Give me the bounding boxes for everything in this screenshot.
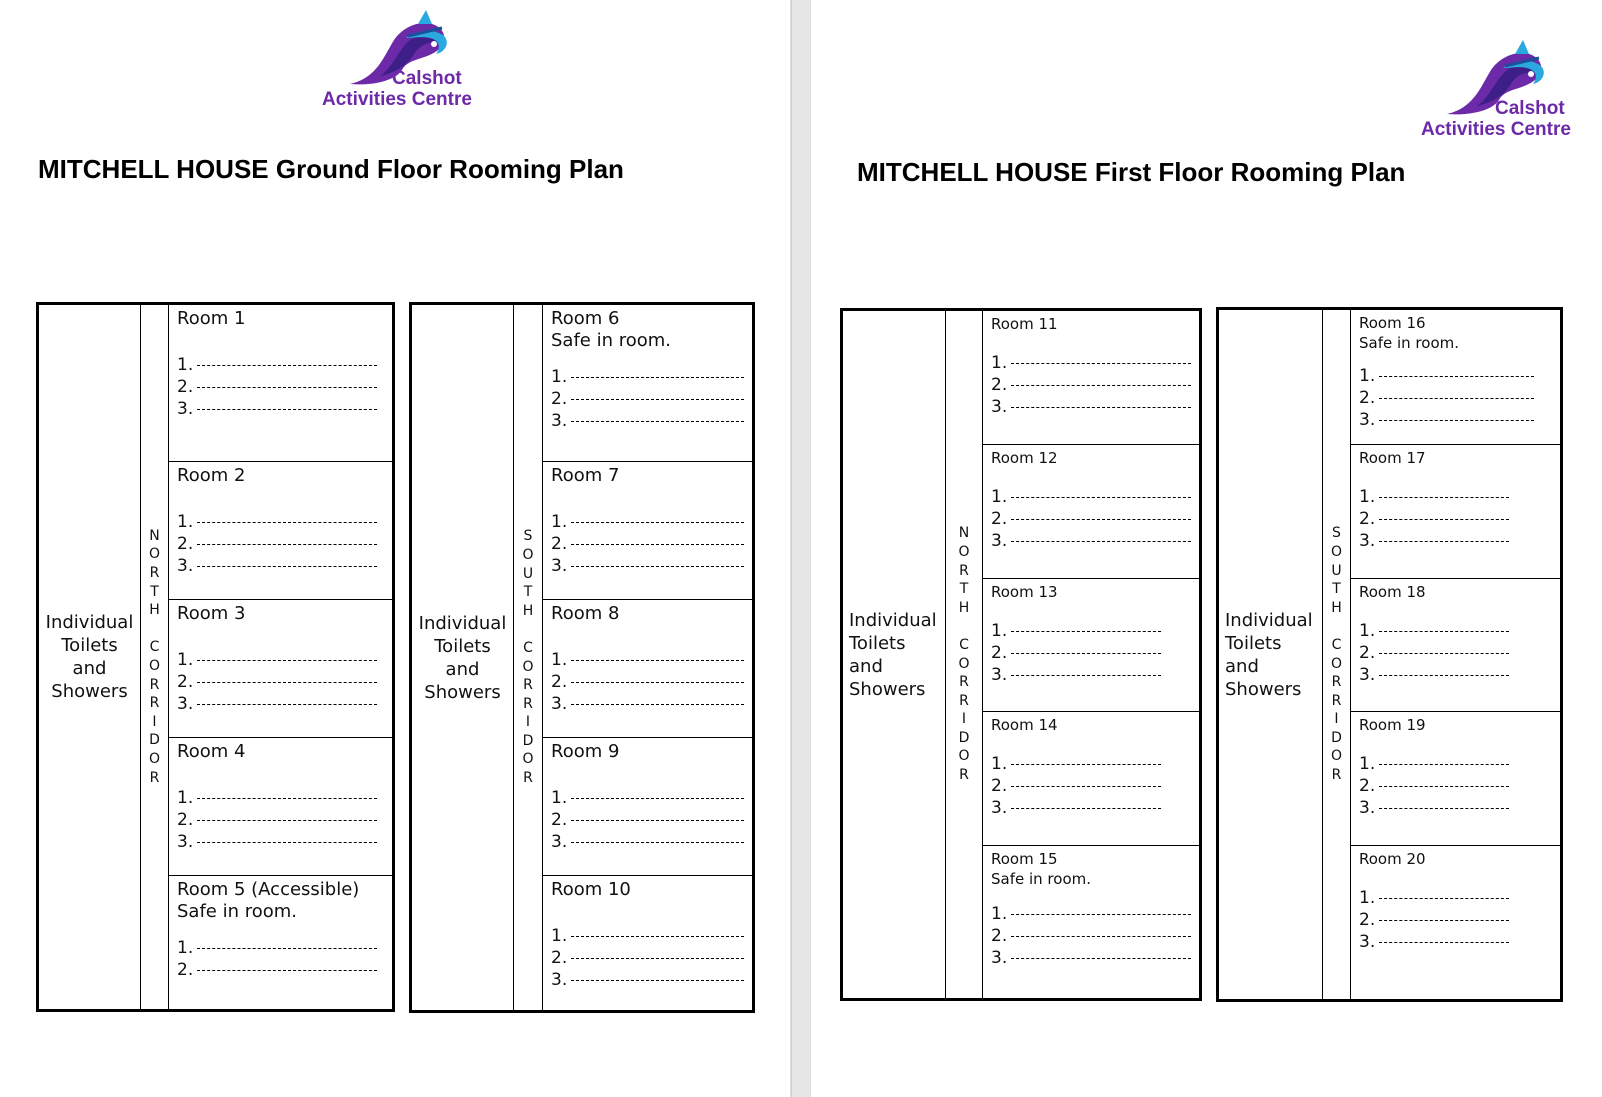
facility-label-line: Individual [418,612,507,634]
name-entry-line[interactable]: 2. [991,374,1191,396]
room-box [543,600,752,738]
corridor-label [958,524,969,784]
room-box [1351,712,1560,846]
name-entry-line[interactable]: 3. [1359,409,1552,431]
corridor-letter: O [522,658,534,675]
corridor-letter: H [149,602,160,619]
name-entry-line[interactable]: 1. [551,366,744,388]
name-entry-line[interactable]: 3. [991,797,1191,819]
corridor-letter: O [1330,543,1343,560]
name-entry-line[interactable]: 1. [1359,887,1552,909]
facility-label-line: and [849,655,883,677]
corridor-letter: H [958,599,970,616]
name-entry-line[interactable]: 1. [1359,365,1552,387]
room-name: Room 17 [1359,449,1426,467]
name-entry-line[interactable]: 2. [551,671,744,693]
room-note: Safe in room. [1359,334,1460,352]
north-room-list [169,305,392,1009]
name-entry-line[interactable]: 1. [551,925,744,947]
corridor-letter: T [959,581,969,598]
corridor-letter: O [1330,655,1343,672]
corridor-letter: U [1331,562,1342,579]
corridor-label [522,527,533,787]
name-entry-line[interactable]: 2. [991,775,1191,797]
room-box [543,305,752,462]
corridor-letter: U [522,565,534,582]
name-entry-line[interactable]: 2. [177,376,384,398]
name-entry-line[interactable]: 1. [551,787,744,809]
facility-label-line: Toilets [61,635,118,656]
name-entry-line[interactable]: 1. [177,787,384,809]
corridor-letter: O [148,546,161,563]
corridor-letter: D [1331,729,1342,746]
name-entry-line[interactable]: 3. [551,969,744,991]
name-entry-line[interactable]: 3. [551,831,744,853]
name-entry-line[interactable]: 2. [177,671,384,693]
room-note: Safe in room. [991,870,1092,888]
toilets-showers-block [843,311,946,998]
room-name: Room 5 (Accessible) [177,879,360,900]
corridor-letter: R [149,565,160,582]
room-box [543,738,752,876]
room-box [169,600,392,738]
room-name: Room 8 [551,603,620,624]
name-entry-line[interactable]: 3. [1359,931,1552,953]
name-entry-line[interactable]: 2. [177,533,384,555]
corridor-letter: R [959,767,969,784]
facility-label-line: Individual [1225,609,1313,631]
room-name: Room 19 [1359,716,1426,734]
south-corridor-plan [409,302,755,1013]
corridor-letter: T [1332,581,1341,598]
facility-label-line: Toilets [1225,632,1282,654]
corridor-letter: N [149,527,160,544]
corridor-letter: N [958,525,970,542]
name-entry-line[interactable]: 3. [991,947,1191,969]
corridor-letter: C [959,636,969,653]
room-name: Room 10 [551,879,631,900]
room-name: Room 3 [177,603,246,624]
south-room-list [1351,310,1560,999]
corridor-letter: R [523,677,533,694]
room-name: Room 16 [1359,314,1426,332]
room-box [983,846,1199,998]
name-entry-line[interactable]: 3. [177,831,384,853]
corridor-letter: O [148,658,161,674]
facility-label-line: Showers [424,681,501,703]
name-entry-line[interactable]: 1. [1359,486,1552,508]
corridor-letter: R [523,695,533,712]
room-name: Room 6 [551,308,620,329]
room-name: Room 20 [1359,850,1426,868]
calshot-logo [1419,36,1569,140]
name-entry-line[interactable]: 1. [551,649,744,671]
room-name: Room 9 [551,741,620,762]
corridor-letter: O [958,748,970,765]
corridor-letter: R [1331,692,1342,709]
logo-text-line1: Calshot [392,68,462,89]
name-entry-line[interactable]: 1. [991,753,1191,775]
logo-text-line2: Activities Centre [1421,119,1571,140]
name-entry-line[interactable]: 3. [177,398,384,420]
corridor-letter: R [959,562,969,579]
corridor-letter: O [522,751,534,768]
north-corridor-plan [36,302,395,1012]
room-note: Safe in room. [551,330,672,351]
logo-text-line1: Calshot [1495,98,1565,119]
room-box [1351,445,1560,579]
room-name: Room 12 [991,449,1058,467]
corridor-letter: H [522,602,534,619]
corridor-letter: I [1334,711,1339,728]
room-name: Room 15 [991,850,1058,868]
page-ground-floor [0,0,791,1097]
name-entry-line[interactable]: 1. [991,903,1191,925]
name-entry-line[interactable]: 2. [991,508,1191,530]
facility-label-line: Toilets [849,632,906,654]
name-entry-line[interactable]: 1. [1359,620,1552,642]
name-entry-line[interactable]: 2. [1359,909,1552,931]
room-box [983,579,1199,712]
name-entry-line[interactable]: 1. [177,354,384,376]
name-entry-line[interactable]: 3. [1359,797,1552,819]
facility-label-line: and [445,658,480,680]
facility-label-line: Showers [1225,678,1302,700]
corridor-letter: I [152,713,157,730]
corridor-letter: C [523,639,533,656]
corridor-letter: S [523,528,533,545]
south-corridor [514,305,543,1010]
room-name: Room 14 [991,716,1058,734]
facility-label-line: Toilets [434,635,491,657]
corridor-letter: R [1331,674,1342,691]
first-floor-title: MITCHELL HOUSE First Floor Rooming Plan [857,157,1406,187]
name-entry-line[interactable]: 3. [551,555,744,577]
name-entry-line[interactable]: 1. [551,511,744,533]
south-corridor-plan [1216,307,1563,1002]
corridor-letter: R [959,692,969,709]
name-entry-line[interactable]: 3. [177,693,384,715]
room-box [169,305,392,462]
room-box [983,445,1199,579]
corridor-letter: T [523,584,533,601]
name-entry-line[interactable]: 1. [177,649,384,671]
room-box [1351,579,1560,712]
name-entry-line[interactable]: 2. [177,959,384,981]
page-first-floor [810,0,1602,1097]
corridor-letter: R [1331,767,1342,784]
facility-label-line: and [72,658,107,679]
corridor-letter: C [1331,636,1342,653]
north-corridor [141,305,169,1009]
name-entry-line[interactable]: 3. [1359,530,1552,552]
name-entry-line[interactable]: 3. [551,410,744,432]
toilets-showers-block [412,305,514,1010]
room-box [169,876,392,1009]
name-entry-line[interactable]: 2. [551,533,744,555]
name-entry-line[interactable]: 2. [1359,508,1552,530]
corridor-letter: O [958,655,970,672]
corridor-label [149,527,160,787]
corridor-letter: R [149,695,160,712]
name-entry-line[interactable]: 2. [1359,775,1552,797]
corridor-letter: R [959,674,969,691]
name-entry-line[interactable]: 2. [991,925,1191,947]
corridor-letter: R [149,676,160,693]
name-entry-line[interactable]: 2. [551,809,744,831]
name-entry-line[interactable]: 1. [991,486,1191,508]
facility-label-line: Showers [849,678,926,700]
name-entry-line[interactable]: 1. [991,352,1191,374]
name-entry-line[interactable]: 3. [991,396,1191,418]
corridor-letter: C [149,639,160,656]
room-name: Room 4 [177,741,246,762]
room-box [543,876,752,1010]
south-room-list [543,305,752,1010]
room-box [543,462,752,600]
room-box [169,738,392,876]
corridor-letter: O [958,543,970,560]
room-name: Room 11 [991,315,1058,333]
corridor-letter: D [958,729,970,746]
logo-text-line2: Activities Centre [322,89,472,110]
name-entry-line[interactable]: 3. [551,693,744,715]
name-entry-line[interactable]: 1. [177,937,384,959]
corridor-letter: R [149,769,160,786]
facility-label-line: Showers [51,681,128,702]
name-entry-line[interactable]: 2. [1359,387,1552,409]
toilets-showers-block [1219,310,1323,999]
name-entry-line[interactable]: 3. [991,530,1191,552]
north-room-list [983,311,1199,998]
corridor-letter: I [525,714,531,731]
name-entry-line[interactable]: 2. [991,642,1191,664]
corridor-letter: O [148,750,161,767]
calshot-logo [322,6,472,110]
room-box [1351,846,1560,999]
room-box [169,462,392,600]
south-corridor [1323,310,1351,999]
room-box [983,311,1199,445]
facility-label-line: and [1225,655,1259,677]
name-entry-line[interactable]: 1. [991,620,1191,642]
page-gap [791,0,811,1097]
ground-floor-title: MITCHELL HOUSE Ground Floor Rooming Plan [38,154,624,184]
room-name: Room 7 [551,465,620,486]
name-entry-line[interactable]: 2. [551,388,744,410]
corridor-letter: D [149,732,160,749]
name-entry-line[interactable]: 3. [991,664,1191,686]
name-entry-line[interactable]: 2. [1359,642,1552,664]
facility-label-line: Individual [45,612,134,633]
name-entry-line[interactable]: 3. [1359,664,1552,686]
corridor-label [1331,524,1342,784]
facility-label-line: Individual [849,609,937,631]
room-name: Room 18 [1359,583,1426,601]
toilets-showers-block [39,305,141,1009]
name-entry-line[interactable]: 3. [177,555,384,577]
north-corridor [946,311,983,998]
name-entry-line[interactable]: 2. [551,947,744,969]
name-entry-line[interactable]: 2. [177,809,384,831]
room-box [1351,310,1560,445]
room-name: Room 13 [991,583,1058,601]
corridor-letter: O [1330,748,1343,765]
name-entry-line[interactable]: 1. [1359,753,1552,775]
corridor-letter: S [1332,525,1341,542]
corridor-letter: T [150,583,159,600]
corridor-letter: R [523,770,533,787]
name-entry-line[interactable]: 1. [177,511,384,533]
room-name: Room 2 [177,465,246,486]
corridor-letter: O [522,546,534,563]
room-name: Room 1 [177,308,246,329]
north-corridor-plan [840,308,1202,1001]
corridor-letter: I [961,711,967,728]
room-note: Safe in room. [177,901,298,922]
corridor-letter: D [522,732,534,749]
room-box [983,712,1199,846]
corridor-letter: H [1331,599,1342,616]
